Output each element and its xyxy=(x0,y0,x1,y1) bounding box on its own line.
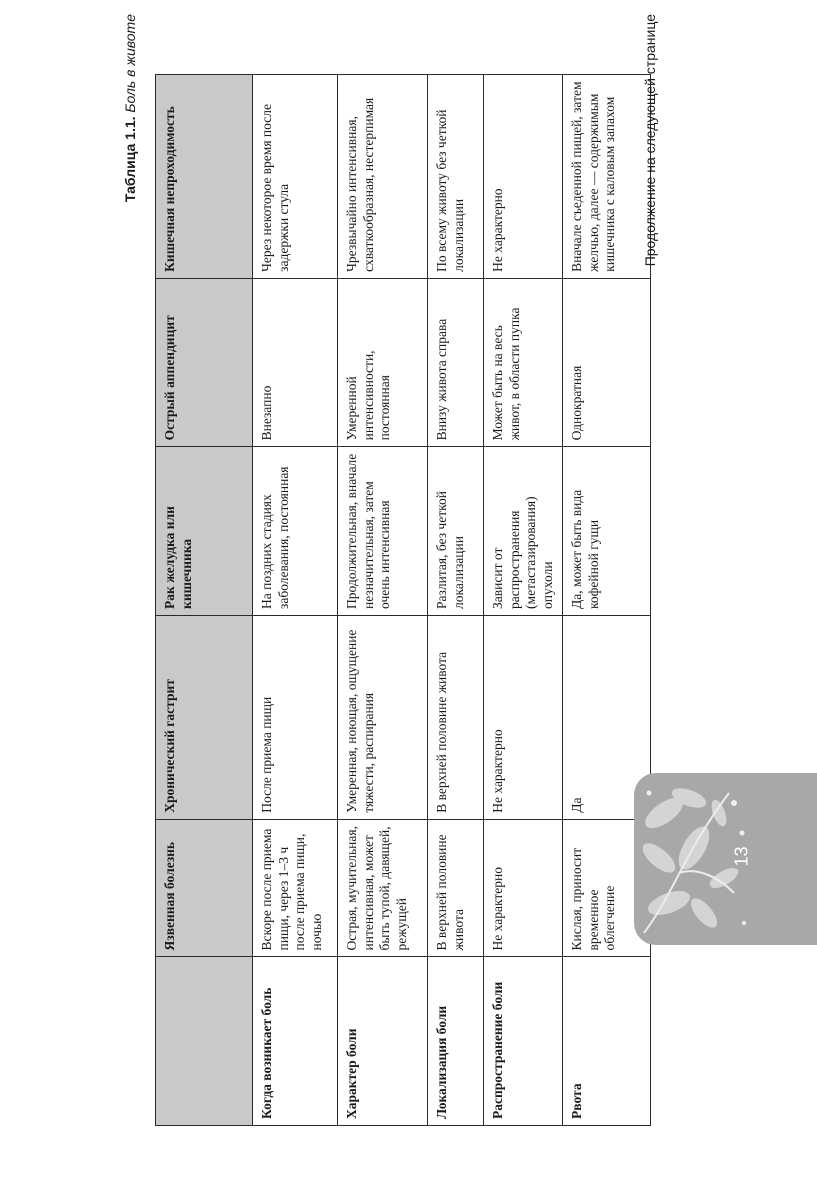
table-row xyxy=(253,75,338,1126)
row-header: Рвота xyxy=(563,957,651,1126)
table-cell: Вскоре после приема пищи, через 1–3 ч после приема пищи, ночью xyxy=(253,819,338,957)
table-cell: Внизу живота справа xyxy=(428,278,484,447)
table-cell: Не характерно xyxy=(484,75,563,279)
table-cell: Разлитая, без четкой локализации xyxy=(428,447,484,616)
table-cell: Кислая, приносит временное облегчение xyxy=(563,819,651,957)
table-cell: В верхней половине живота xyxy=(428,819,484,957)
header-col: Кишечная непроходимость xyxy=(156,75,253,279)
pain-comparison-table xyxy=(155,74,651,1126)
row-header: Локализация боли xyxy=(428,957,484,1126)
table-caption xyxy=(121,14,139,202)
table-cell: Вначале съеденной пищей, затем желчью, далее — содержимым кишечника с каловым запахом xyxy=(563,75,651,279)
table-cell: Продолжительная, вначале незначительная, затем очень интенсивная xyxy=(338,447,428,616)
table-cell: Да, может быть вида кофейной гущи xyxy=(563,447,651,616)
table-row xyxy=(338,75,428,1126)
table-row xyxy=(428,75,484,1126)
header-col: Острый аппендицит xyxy=(156,278,253,447)
header-col: Хронический гастрит xyxy=(156,615,253,819)
header-col: Язвенная болезнь xyxy=(156,819,253,957)
leaf-ornament-icon xyxy=(634,773,817,945)
table-row xyxy=(563,75,651,1126)
rotated-page-content xyxy=(121,14,681,1126)
table-cell: Не характерно xyxy=(484,615,563,819)
table-cell: В верхней половине живота xyxy=(428,615,484,819)
table-row xyxy=(484,75,563,1126)
table-cell: Да xyxy=(563,615,651,819)
row-header: Характер боли xyxy=(338,957,428,1126)
header-col: Рак желудка или кишечника xyxy=(156,447,253,616)
caption-label: Таблица 1.1. xyxy=(122,116,138,203)
row-header: Распространение боли xyxy=(484,957,563,1126)
table-header-row xyxy=(156,75,253,1126)
table-cell: Может быть на весь живот, в области пупка xyxy=(484,278,563,447)
table-cell: Умеренной интенсивности, постоянная xyxy=(338,278,428,447)
table-cell: На поздних стадиях заболевания, постоянная xyxy=(253,447,338,616)
table-cell: Не характерно xyxy=(484,819,563,957)
table-cell: После приема пищи xyxy=(253,615,338,819)
table-cell: Зависит от распространения (метастазирования) опухоли xyxy=(484,447,563,616)
page-number-tab xyxy=(634,773,817,945)
table-cell: Умеренная, ноющая, ощущение тяжести, распирания xyxy=(338,615,428,819)
page-number: 13 xyxy=(731,846,752,867)
header-empty xyxy=(156,957,253,1126)
table-cell: По всему животу без четкой локализации xyxy=(428,75,484,279)
table-cell: Чрезвычайно интенсивная, схваткообразная, нестерпимая xyxy=(338,75,428,279)
table-cell: Острая, мучительная, интенсивная, может быть тупой, давящей, режущей xyxy=(338,819,428,957)
continued-note: Продолжение на следующей странице xyxy=(642,14,658,267)
caption-title: Боль в животе xyxy=(122,14,138,113)
table-cell: Через некоторое время после задержки стула xyxy=(253,75,338,279)
table-cell: Внезапно xyxy=(253,278,338,447)
row-header: Когда возникает боль xyxy=(253,957,338,1126)
table-cell: Однократная xyxy=(563,278,651,447)
